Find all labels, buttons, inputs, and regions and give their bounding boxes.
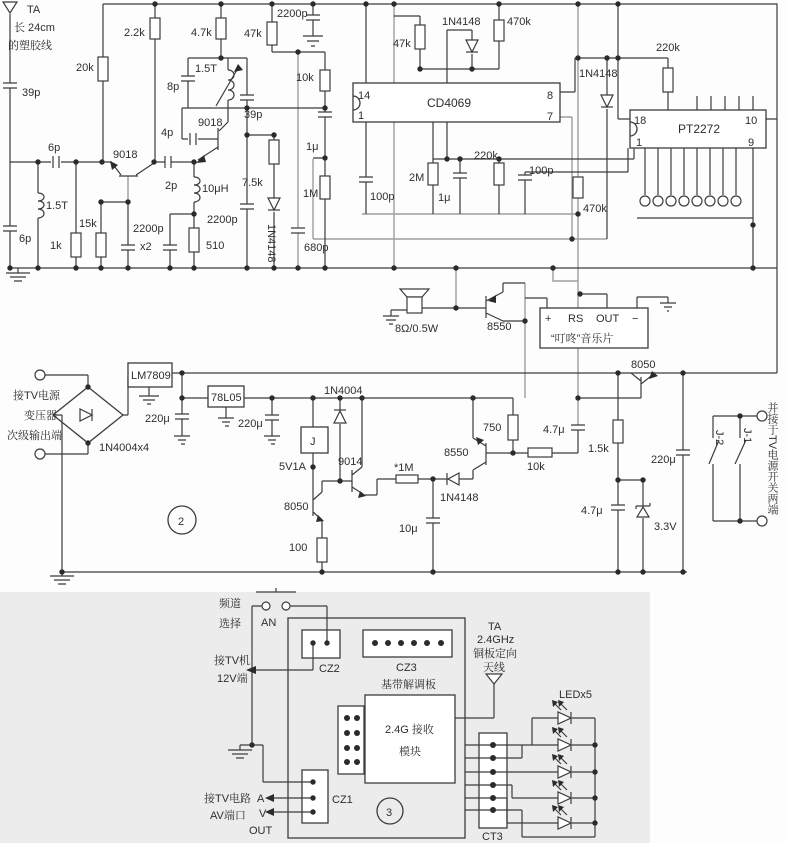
resistor-1k — [71, 233, 81, 257]
label-r220kb: 220k — [656, 42, 680, 54]
label-c47ua: 4.7μ — [543, 424, 565, 436]
label-c220ua: 220μ — [145, 413, 170, 425]
resistor-220ka — [494, 163, 504, 185]
label-bridge: 1N4004x4 — [99, 442, 150, 454]
resistor-1k5 — [613, 420, 623, 443]
label-q8050b: 8050 — [284, 501, 309, 513]
label-ant1: 长 24cm — [14, 22, 55, 34]
label-ch2: 选择 — [219, 618, 241, 630]
label-tvm1: 接TV机 — [214, 655, 251, 667]
diode-1N4004 — [334, 410, 346, 423]
resistor-470ka — [494, 20, 504, 41]
label-x2: x2 — [140, 241, 152, 253]
diode-1N4148-c — [601, 95, 613, 107]
label-p8: 8 — [547, 90, 554, 102]
diode-1N4148-a — [268, 198, 280, 210]
module-header-connector — [338, 706, 364, 774]
resistor-220kb — [663, 68, 673, 92]
label-c10u: 10μ — [399, 523, 418, 535]
label-r7k5: 7.5k — [242, 177, 263, 189]
label-c2p: 2p — [165, 180, 178, 192]
label-c2200pt: 2200p — [277, 8, 308, 20]
resistor-470kb — [573, 177, 583, 198]
label-tvm2: 12V端 — [217, 673, 248, 685]
label-p1b: 1 — [636, 137, 643, 149]
resistor-7k5 — [269, 140, 279, 164]
label-cz1: CZ1 — [332, 794, 353, 806]
label-led5: LEDx5 — [559, 689, 593, 701]
resistor-47ka — [267, 22, 277, 45]
label-bb: 基带解调板 — [381, 679, 436, 691]
resistor-1M-star — [396, 475, 418, 483]
label-tv3: 次级输出端 — [7, 430, 62, 442]
label-l10uh: 10μH — [202, 183, 229, 195]
label-r1k: 1k — [50, 240, 62, 252]
label-d4004: 1N4004 — [324, 385, 363, 397]
label-c1ub: 1μ — [438, 192, 451, 204]
label-mod1: 2.4G 接收 — [385, 724, 434, 736]
label-pt2272: PT2272 — [678, 122, 721, 136]
channel-button-terminal-2 — [282, 602, 290, 610]
label-r1ms: *1M — [394, 462, 414, 474]
ac-input-terminal-1 — [35, 370, 45, 380]
label-mout: OUT — [596, 313, 620, 325]
label-q9018a: 9018 — [113, 149, 138, 161]
label-q8550a: 8550 — [487, 321, 512, 333]
label-r220ka: 220k — [474, 150, 498, 162]
label-r20k: 20k — [76, 62, 94, 74]
label-r1k5: 1.5k — [588, 443, 609, 455]
label-r470kb: 470k — [583, 203, 607, 215]
inductor-10uH — [194, 177, 200, 202]
label-ant2: 的塑胶线 — [8, 40, 52, 52]
label-ch1: 频道 — [219, 598, 241, 610]
label-ct3: CT3 — [482, 831, 503, 843]
channel-button-terminal-1 — [262, 602, 270, 610]
label-cd4069: CD4069 — [427, 96, 472, 110]
diode-1N4148-d — [448, 473, 459, 485]
label-c100pb: 100p — [529, 165, 554, 177]
label-d4148b: 1N4148 — [442, 16, 481, 28]
label-tv2: 变压器 — [24, 410, 57, 422]
label-lout: OUT — [249, 825, 273, 837]
label-cz2: CZ2 — [319, 663, 340, 675]
label-r47kb: 47k — [393, 38, 411, 50]
label-r100: 100 — [289, 542, 308, 554]
label-q9014: 9014 — [338, 456, 363, 468]
ac-input-terminal-2 — [35, 449, 45, 459]
label-ta2: TA — [488, 621, 502, 633]
label-p14: 14 — [358, 90, 371, 102]
label-r10kt: 10k — [296, 72, 314, 84]
label-p7: 7 — [547, 111, 554, 123]
label-av1: 接TV电路 — [204, 793, 252, 805]
label-spk: 8Ω/0.5W — [395, 323, 439, 335]
label-la: A — [257, 793, 265, 805]
label-c6pb: 6p — [19, 233, 32, 245]
bridge-diode-icon — [80, 409, 92, 421]
speaker-horn-icon — [400, 289, 429, 297]
label-r750: 750 — [483, 422, 502, 434]
label-c2200px2: 2200p — [133, 223, 164, 235]
label-c220uc: 220μ — [651, 454, 676, 466]
label-c39pb: 39p — [244, 109, 263, 121]
label-cz3: CZ3 — [396, 662, 417, 674]
label-zd5v1: 5V1A — [279, 461, 306, 473]
label-j1: J-1 — [741, 428, 753, 444]
contact-terminal-2 — [757, 516, 767, 526]
label-c4p: 4p — [161, 127, 174, 139]
q8050r-emitter-arrow — [649, 371, 658, 379]
variable-inductor-arrow — [234, 64, 243, 72]
label-mplus: + — [545, 313, 552, 325]
label-c2200pb: 2200p — [207, 214, 238, 226]
label-note: 并接于TV电源开关两端 — [766, 402, 778, 516]
label-ta2b: 2.4GHz — [477, 634, 515, 646]
label-u78l05: 78L05 — [211, 392, 242, 404]
antenna-icon — [3, 2, 17, 13]
resistor-510 — [189, 228, 199, 252]
diode-1N4148-b — [466, 40, 478, 52]
label-mminus: − — [632, 313, 639, 325]
resistor-47kb — [415, 25, 425, 49]
label-c1ua: 1μ — [306, 141, 319, 153]
resistor-2k2 — [150, 18, 160, 39]
label-q8050r: 8050 — [631, 359, 656, 371]
label-d4148d: 1N4148 — [440, 492, 479, 504]
label-p18: 18 — [634, 115, 647, 127]
label-c220ub: 220μ — [238, 418, 263, 430]
label-c8p: 8p — [167, 81, 180, 93]
label-lm7809: LM7809 — [131, 370, 171, 382]
resistor-4k7 — [216, 18, 226, 39]
pt2272-address-pads — [640, 196, 741, 206]
label-lv: V — [259, 808, 267, 820]
label-r15k: 15k — [79, 218, 97, 230]
label-relay: J — [310, 436, 316, 448]
resistor-10k-top — [320, 70, 330, 91]
label-r470ka: 470k — [507, 16, 531, 28]
inductor-1.5T-b — [228, 70, 234, 100]
label-ta2d: 天线 — [483, 662, 505, 674]
label-an: AN — [261, 617, 277, 629]
label-c6pa: 6p — [48, 142, 61, 154]
label-ta2c: 铜板定向 — [473, 648, 517, 660]
label-r510: 510 — [206, 240, 225, 252]
rf-module-box — [365, 695, 455, 783]
label-r4k7: 4.7k — [191, 27, 212, 39]
label-mod2: 模块 — [399, 746, 421, 758]
label-r47ka: 47k — [244, 28, 262, 40]
inductor-1.5T-a — [38, 193, 44, 218]
label-r2k2: 2.2k — [124, 27, 145, 39]
resistor-2M — [428, 163, 438, 185]
resistor-100 — [317, 538, 327, 562]
label-d4148a: 1N4148 — [265, 224, 277, 263]
label-l15ta: 1.5T — [46, 200, 69, 212]
label-j2: J-2 — [713, 430, 725, 446]
label-q8550b: 8550 — [444, 447, 469, 459]
label-av2: AV端口 — [210, 810, 246, 822]
label-sec2: 2 — [178, 516, 185, 528]
label-mrs: RS — [568, 313, 584, 325]
resistor-750 — [508, 415, 518, 440]
label-c39p: 39p — [22, 87, 41, 99]
resistor-1M — [320, 176, 330, 199]
label-r1m: 1M — [303, 188, 319, 200]
label-sec3: 3 — [386, 807, 393, 819]
label-c47ub: 4.7μ — [581, 505, 603, 517]
speaker-icon — [407, 297, 422, 313]
label-c680p: 680p — [304, 242, 329, 254]
label-mname: “叮咚”音乐片 — [551, 333, 614, 345]
label-l15tb: 1.5T — [195, 63, 218, 75]
label-c100pa: 100p — [370, 191, 395, 203]
label-ta: TA — [27, 4, 41, 16]
resistor-20k — [98, 57, 108, 81]
resistor-10k-mid — [528, 448, 552, 457]
label-p10: 10 — [745, 115, 758, 127]
connector-cz2 — [302, 630, 340, 658]
label-d4148c: 1N4148 — [579, 68, 618, 80]
label-tv1: 接TV电源 — [13, 390, 61, 402]
label-r2m: 2M — [409, 172, 425, 184]
label-p1: 1 — [358, 110, 365, 122]
label-zd33: 3.3V — [654, 521, 677, 533]
label-q9018b: 9018 — [198, 117, 223, 129]
label-p9: 9 — [748, 137, 755, 149]
resistor-15k — [96, 233, 106, 257]
label-r10km: 10k — [527, 461, 545, 473]
